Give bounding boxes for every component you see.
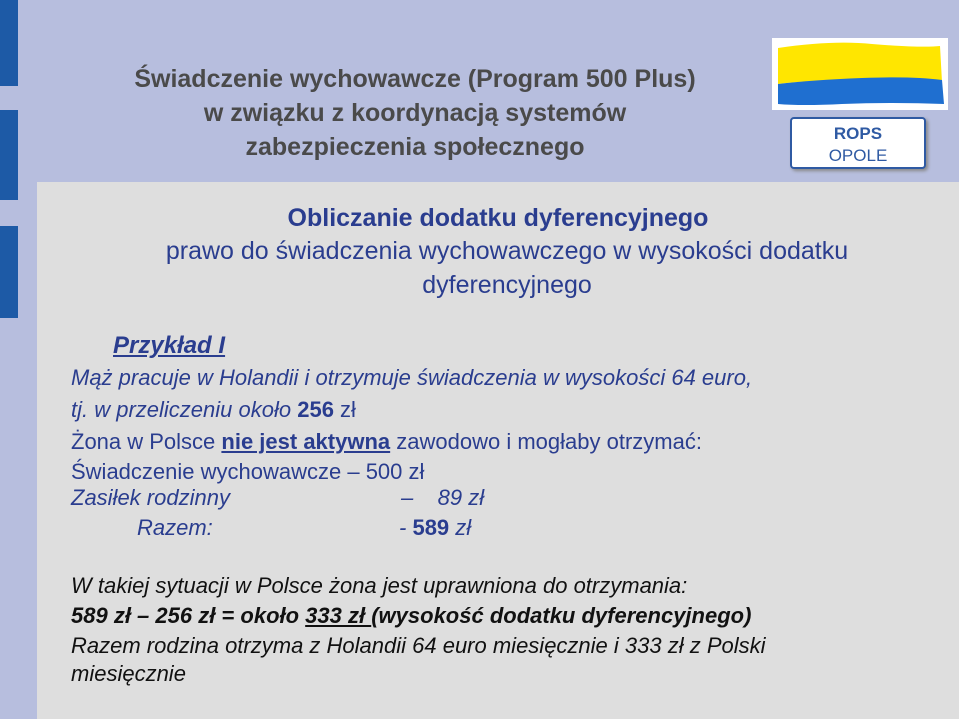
benefit-line-1: Świadczenie wychowawcze – 500 zł — [71, 459, 425, 484]
husband-line-1: Mąż pracuje w Holandii i otrzymuje świadczenia w wysokości 64 euro, — [71, 365, 753, 390]
conclusion-line-3: Razem rodzina otrzyma z Holandii 64 euro miesięcznie i 333 zł z Polski — [71, 633, 766, 658]
side-accent-bar-2 — [0, 110, 18, 200]
calc-note: (wysokość dodatku dyferencyjnego) — [371, 603, 752, 628]
benefit-2-label: Zasiłek rodzinny — [71, 485, 230, 510]
total-label: Razem: — [137, 515, 213, 540]
conclusion-line-4: miesięcznie — [71, 661, 186, 686]
title-line-1: Świadczenie wychowawcze (Program 500 Plus) — [134, 65, 696, 93]
badge-line-1: ROPS — [833, 124, 883, 143]
section-heading: Obliczanie dodatku dyferencyjnego — [287, 204, 709, 232]
subheading-line-2: dyferencyjnego — [422, 271, 592, 299]
total-amount: 589 — [412, 515, 450, 540]
subheading-line-1: prawo do świadczenia wychowawczego w wysokości dodatku — [165, 237, 849, 265]
flag-logo — [772, 38, 948, 110]
example-heading: Przykład I — [113, 332, 226, 359]
rops-opole-badge — [790, 117, 926, 169]
wife-text-a: Żona w Polsce — [71, 429, 222, 454]
wife-line — [71, 428, 702, 456]
total-line — [137, 514, 472, 542]
total-currency: zł — [449, 515, 472, 540]
conclusion-line-1: W takiej sytuacji w Polsce żona jest uprawniona do otrzymania: — [71, 573, 688, 598]
calc-result: 333 zł — [305, 603, 372, 628]
wife-text-c: zawodowo i mogłaby otrzymać: — [390, 429, 702, 454]
side-accent-bar-3 — [0, 226, 18, 318]
benefit-2-value: – 89 zł — [401, 485, 485, 510]
slide-title — [70, 62, 760, 164]
husband-line-2 — [71, 396, 356, 424]
section-subheading — [117, 234, 897, 302]
calc-text: 589 zł – 256 zł = około — [71, 603, 306, 628]
husband-line-2-text: tj. w przeliczeniu około — [71, 397, 298, 422]
husband-amount: 256 — [297, 397, 334, 422]
benefit-line-2 — [71, 484, 485, 512]
title-line-3: zabezpieczenia społecznego — [245, 133, 585, 161]
husband-currency: zł — [333, 397, 356, 422]
calculation-line — [71, 602, 751, 630]
content-panel — [37, 182, 959, 719]
wife-not-active: nie jest aktywna — [221, 429, 391, 454]
side-accent-bar-1 — [0, 0, 18, 86]
total-value — [399, 514, 471, 542]
badge-line-2: OPOLE — [828, 146, 888, 165]
title-line-2: w związku z koordynacją systemów — [203, 99, 627, 127]
total-dash: - — [399, 515, 413, 540]
